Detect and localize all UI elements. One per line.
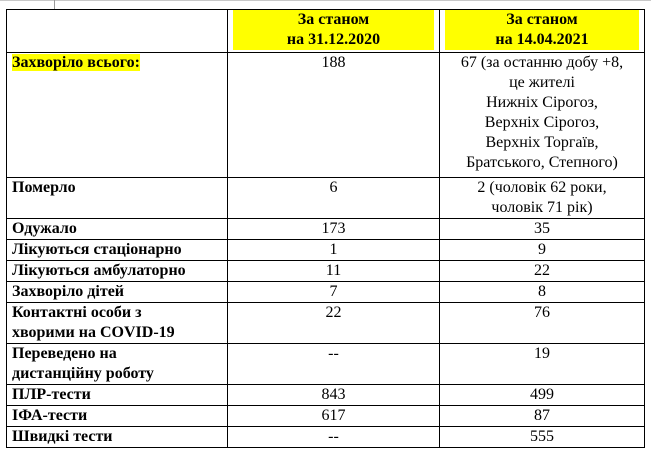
row-label: ПЛР-тести xyxy=(7,385,228,406)
value-2020: 617 xyxy=(228,406,440,427)
value-2021: 8 xyxy=(440,282,645,303)
value-2020: -- xyxy=(228,344,440,385)
value-2020: 11 xyxy=(228,261,440,282)
value-2021-line: Верхніх Сірогоз, xyxy=(484,114,600,131)
table-row xyxy=(7,385,645,406)
table-header-row xyxy=(7,10,645,53)
row-label-total: Захворіло всього: xyxy=(12,54,140,71)
value-2021: 9 xyxy=(440,240,645,261)
row-label: Швидкі тести xyxy=(7,427,228,448)
header-empty-cell xyxy=(7,10,228,53)
header-2020-line1: За станом xyxy=(233,10,434,30)
value-2021: 19 xyxy=(440,344,645,385)
value-2021 xyxy=(440,178,645,219)
table-row xyxy=(7,219,645,240)
value-2021: 35 xyxy=(440,219,645,240)
value-2021: 499 xyxy=(440,385,645,406)
row-label: Лікуються амбулаторно xyxy=(7,261,228,282)
row-label-line: дистанційну роботу xyxy=(12,365,154,382)
header-2021-line2: на 14.04.2021 xyxy=(445,30,639,50)
row-label-line: Переведено на xyxy=(12,345,117,362)
page-margin-marker xyxy=(54,0,55,9)
value-2020: 1 xyxy=(228,240,440,261)
value-2020: 7 xyxy=(228,282,440,303)
table-row xyxy=(7,303,645,344)
value-2021-line: чоловік 71 рік) xyxy=(491,199,593,216)
header-2021-line1: За станом xyxy=(445,10,639,30)
row-label: Померло xyxy=(7,178,228,219)
row-label: ІФА-тести xyxy=(7,406,228,427)
row-label: Захворіло дітей xyxy=(7,282,228,303)
page-top-rule xyxy=(0,0,651,1)
row-label xyxy=(7,303,228,344)
value-2021: 555 xyxy=(440,427,645,448)
value-2021: 22 xyxy=(440,261,645,282)
table-row xyxy=(7,427,645,448)
value-2020: 22 xyxy=(228,303,440,344)
table-row xyxy=(7,344,645,385)
table-row xyxy=(7,53,645,178)
row-label: Лікуються стаціонарно xyxy=(7,240,228,261)
value-2021 xyxy=(440,53,645,178)
value-2021: 76 xyxy=(440,303,645,344)
table-row xyxy=(7,261,645,282)
value-2021-line: Верхніх Торгаїв, xyxy=(485,134,599,151)
row-label xyxy=(7,344,228,385)
row-label-line: Контактні особи з xyxy=(12,304,142,321)
table-row xyxy=(7,178,645,219)
table-row xyxy=(7,282,645,303)
value-2020: 843 xyxy=(228,385,440,406)
value-2021-line: 2 (чоловік 62 роки, xyxy=(477,179,607,196)
row-label-line: хворими на COVID-19 xyxy=(12,324,175,341)
value-2021-line: Братського, Степного) xyxy=(466,154,618,171)
value-2020: 188 xyxy=(228,53,440,178)
value-2021-line: Нижніх Сірогоз, xyxy=(486,94,598,111)
header-date-2021 xyxy=(440,10,645,53)
row-label: Одужало xyxy=(7,219,228,240)
header-date-2020 xyxy=(228,10,440,53)
table-row xyxy=(7,406,645,427)
header-2020-line2: на 31.12.2020 xyxy=(233,30,434,50)
value-2020: -- xyxy=(228,427,440,448)
table-row xyxy=(7,240,645,261)
covid-stats-table xyxy=(6,9,645,448)
value-2020: 173 xyxy=(228,219,440,240)
value-2021-line: 67 (за останню добу +8, xyxy=(460,54,624,71)
value-2021-line: це жителі xyxy=(509,74,575,91)
value-2020: 6 xyxy=(228,178,440,219)
value-2021: 87 xyxy=(440,406,645,427)
row-label xyxy=(7,53,228,178)
